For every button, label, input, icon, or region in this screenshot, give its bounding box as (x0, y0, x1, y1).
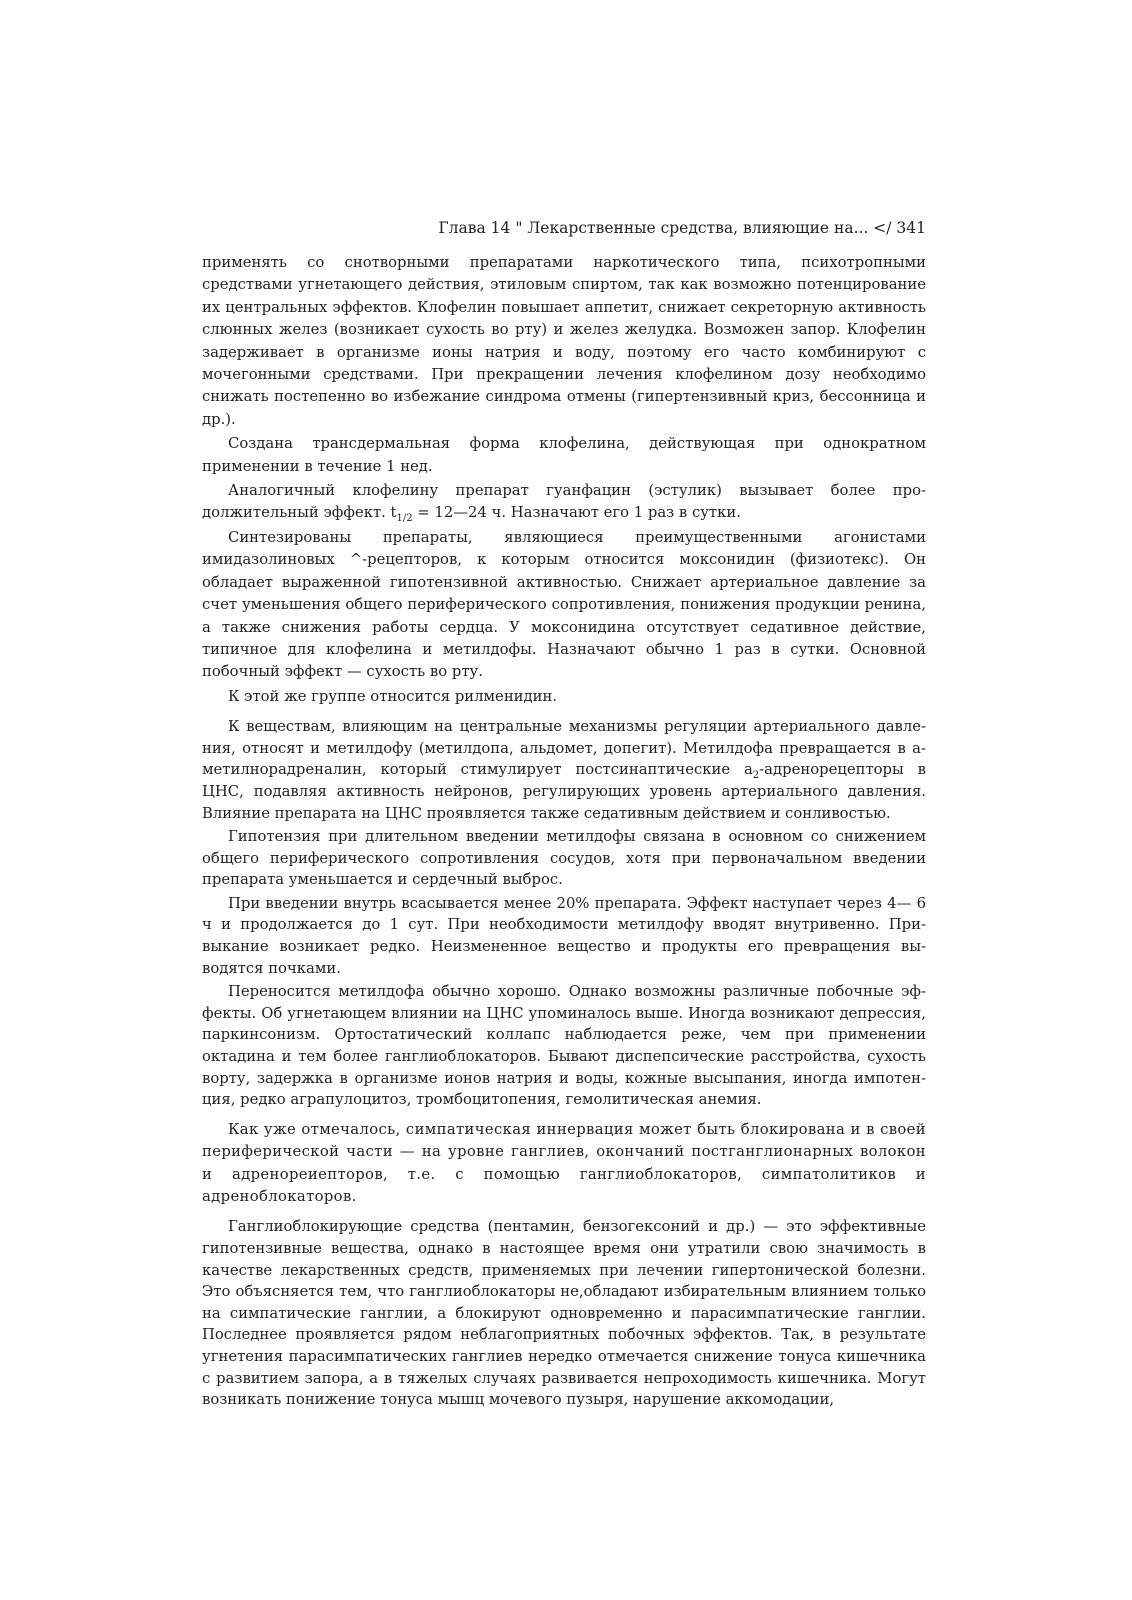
guanfacine-text-start: Аналогичный клофелину препарат гуанфацин (эстулик) вызывает более продолжительный эффект. t (202, 482, 926, 522)
paragraph-side-effects: Переносится метилдофа обычно хорошо. Однако возможны различные побочные эффекты. Об угнетающем влиянии на ЦНС упоминалось выше. Иногда возникают депрессия, паркинсонизм. Ортостатический коллапс наблюдается реже, чем при применении октадина и тем более ганглиоблокаторов. Бывают диспепсические расстройства, сухость ворту, задержка в организме ионов натрия и воды, кожные высыпания, иногда импотенция, редко аграпулоцитоз, тромбоцитопения, гемолитическая анемия. (202, 983, 926, 1109)
book-page (202, 0, 926, 1600)
paragraph-ganglion-blockers: Ганглиоблокирующие средства (пентамин, бензогексоний и др.) — это эффективные гипотензивные вещества, однако в настоящее время они утратили свою значимость в качестве лекарственных средств, применяемых при лечении гипертонической болезни. Это объясняется тем, что ганглиоблокаторы не,обладают избирательным влиянием только на симпатические ганглии, а блокируют одновременно и парасимпатические ганглии. Последнее проявляется рядом неблагоприятных побочных эффектов. Так, в результате угнетения парасимпатических ганглиев нередко отмечается снижение тонуса кишечника с развитием запора, а в тяжелых случаях развивается непроходимость кишечника. Могут возникать понижение тонуса мышц мочевого пузыря, нарушение аккомодации, (202, 1218, 926, 1409)
methyldopa-text-start: К веществам, влияющим на центральные механизмы регуляции артериального давления, относят и метилдофу (метилдопа, альдомет, допегит). Метилдофа превращается в а-метилнорадреналин, который стимулирует постсинаптические а (202, 718, 926, 779)
paragraph-methyldopa (202, 716, 926, 824)
section-gap (202, 708, 926, 716)
paragraph-transdermal-form: Создана трансдермальная форма клофелина, действующая при однократном применении в течение 1 нед. (202, 435, 926, 475)
paragraph-guanfacine (202, 480, 926, 525)
section-gap (202, 1208, 926, 1216)
paragraph-hypotension: Гипотензия при длительном введении метилдофы связана в основном со снижением общего периферического сопротивления сосудов, хотя при первоначальном введении препарата уменьшается и сердечный выброс. (202, 828, 926, 889)
body-text (202, 252, 926, 1411)
running-head: Глава 14 " Лекарственные средства, влияющие на... </ 341 (438, 219, 926, 237)
paragraph-moxonidine: Синтезированы препараты, являющиеся преимущественными агонистами имидазолиновых ^-рецепторов, к которым относится моксонидин (физиотекс). Он обладает выраженной гипотензивной активностью. Снижает артериальное давление за счет уменьшения общего периферического сопротивления, понижения продукции ренина, а также снижения работы сердца. У моксонидина отсутствует седативное действие, типичное для клофелина и метилдофы. Назначают обычно 1 раз в сутки. Основной побочный эффект — сухость во рту. (202, 528, 926, 681)
guanfacine-text-end: = 12—24 ч. Назначают его 1 раз в сутки. (412, 504, 741, 522)
methyldopa-text-end: -адренорецепторы в ЦНС, подавляя активность нейронов, регулирующих уровень артериального давления. Влияние препарата на ЦНС проявляется также седативным действием и сонливостью. (202, 761, 926, 822)
section-gap (202, 1111, 926, 1119)
paragraph-absorption: При введении внутрь всасывается менее 20% препарата. Эффект наступает через 4— 6 ч и продолжается до 1 сут. При необходимости метилдофу вводят внутривенно. Привыкание возникает редко. Неизмененное вещество и продукты его превращения выводятся почками. (202, 894, 926, 977)
paragraph-rilmenidine: К этой же группе относится рилменидин. (228, 687, 558, 705)
half-life-subscript: 1/2 (396, 513, 413, 525)
alpha-receptor-subscript: 2 (752, 770, 760, 782)
paragraph-clonidine-interactions: применять со снотворными препаратами наркотического типа, психотропными средствами угнетающего действия, этиловым спиртом, так как возможно потенцирование их центральных эффектов. Клофелин повышает аппетит, снижает секреторную активность слюнных желез (возникает сухость во рту) и желез желудка. Возможен запор. Клофелин задерживает в организме ионы натрия и воду, поэтому его часто комбинируют с мочегонными средствами. При прекращении лечения клофелином дозу необходимо снижать постепенно во избежание синдрома отмены (гипертензивный криз, бессонница и др.). (202, 254, 926, 428)
paragraph-sympathetic-innervation: Как уже отмечалось, симпатическая иннервация может быть блокирована и в своей периферической части — на уровне ганглиев, окончаний постганглионарных волокон и адренореиепторов, т.е. с помощью ганглиоблокаторов, симпатолитиков и адреноблокаторов. (202, 1120, 926, 1206)
